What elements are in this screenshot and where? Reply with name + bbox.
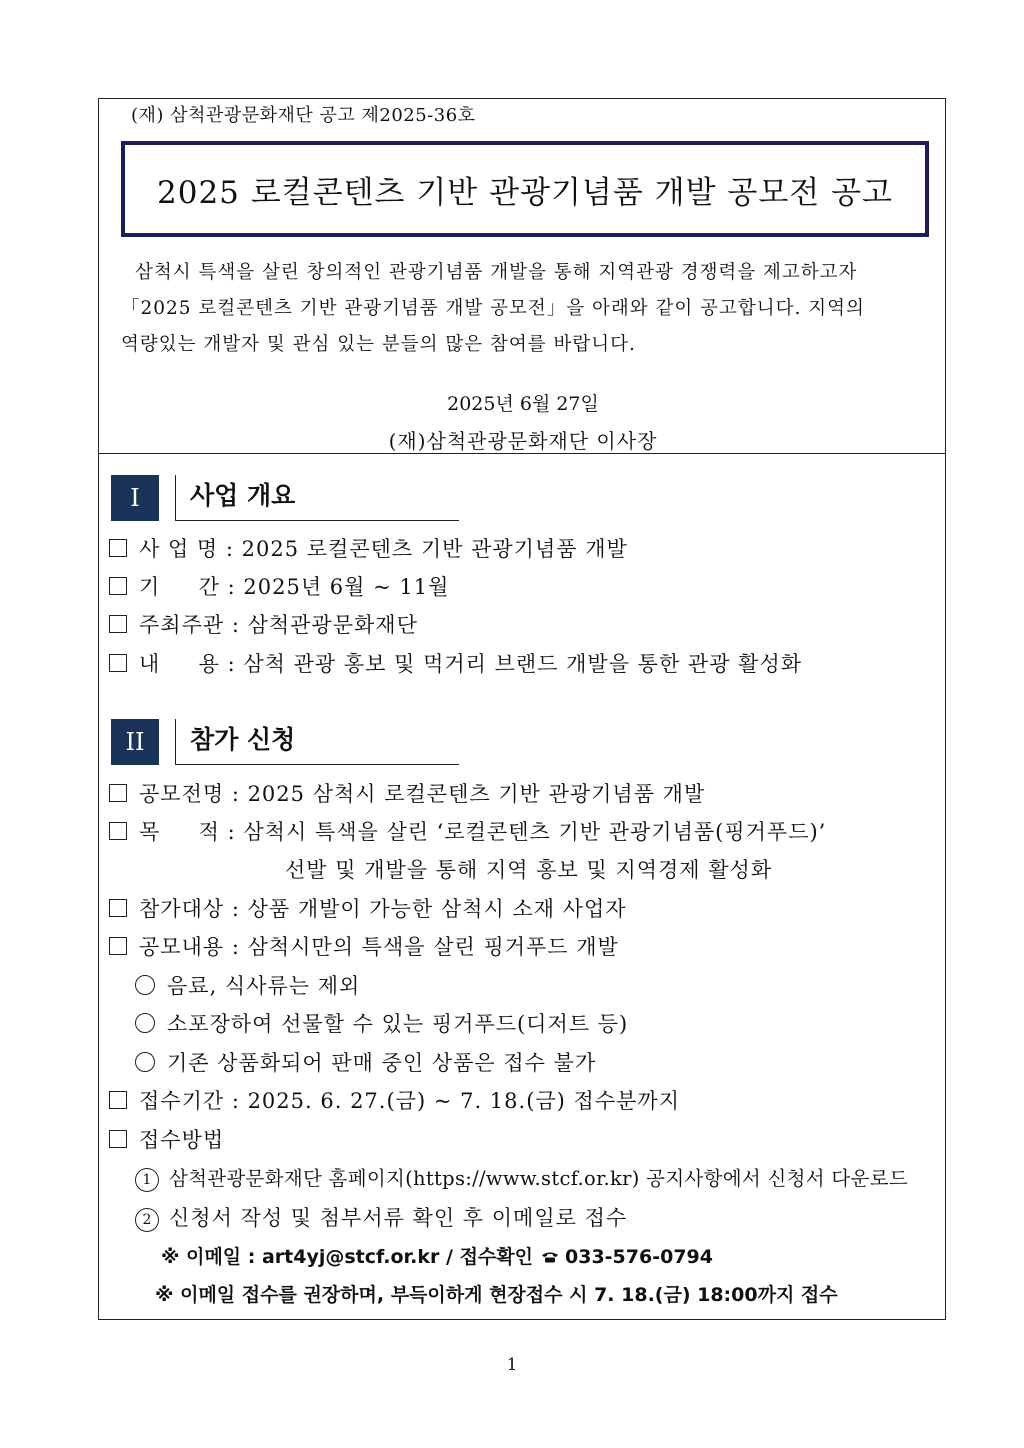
section-1-number: I <box>111 475 159 521</box>
list-item <box>109 609 418 639</box>
circle-bullet-icon <box>135 1013 155 1033</box>
intro-line: 「2025 로컬콘텐츠 기반 관광기념품 개발 공모전」을 아래와 같이 공고합니다. 지역의 <box>121 298 865 319</box>
intro-line: 역량있는 개발자 및 관심 있는 분들의 많은 참여를 바랍니다. <box>121 334 636 355</box>
sub-item <box>135 1047 596 1077</box>
item-text: 접수기간 : 2025. 6. 27.(금) ~ 7. 18.(금) 접수분까지 <box>139 1089 680 1113</box>
item-text: 공모내용 : 삼척시만의 특색을 살린 핑거푸드 개발 <box>139 935 619 959</box>
checkbox-square-icon <box>109 899 127 917</box>
list-item <box>109 648 802 678</box>
list-item <box>109 571 449 601</box>
circled-number-icon: 1 <box>135 1168 159 1192</box>
checkbox-square-icon <box>109 822 127 840</box>
checkbox-square-icon <box>109 539 127 557</box>
list-item <box>109 893 627 923</box>
sub-item <box>135 970 360 1000</box>
section-2-number: II <box>111 719 159 765</box>
item-text: 공모전명 : 2025 삼척시 로컬콘텐츠 기반 관광기념품 개발 <box>139 782 706 806</box>
issuing-organization: (재)삼척관광문화재단 이사장 <box>388 429 658 453</box>
method-step <box>135 1202 627 1232</box>
list-item <box>109 778 705 808</box>
checkbox-square-icon <box>109 615 127 633</box>
list-item-continuation: 선발 및 개발을 통해 지역 홍보 및 지역경제 활성화 <box>285 858 773 882</box>
checkbox-square-icon <box>109 1091 127 1109</box>
header-divider <box>99 453 945 454</box>
list-item <box>109 816 826 846</box>
item-text: 내 용 : 삼척 관광 홍보 및 먹거리 브랜드 개발을 통한 관광 활성화 <box>139 652 803 676</box>
visit-note: ※ 이메일 접수를 권장하며, 부득이하게 현장접수 시 7. 18.(금) 18:00까지 접수 <box>155 1284 838 1306</box>
checkbox-square-icon <box>109 1130 127 1148</box>
notice-frame <box>98 98 946 1320</box>
notice-number: (재) 삼척관광문화재단 공고 제2025-36호 <box>131 105 476 126</box>
list-item <box>109 533 628 563</box>
page-number: 1 <box>506 1355 518 1375</box>
section-2-title: 참가 신청 <box>175 719 459 765</box>
checkbox-square-icon <box>109 577 127 595</box>
phone-number: 033-576-0794 <box>565 1246 713 1268</box>
method-step <box>135 1163 908 1192</box>
sub-item-text: 소포장하여 선물할 수 있는 핑거푸드(디저트 등) <box>167 1012 629 1036</box>
checkbox-square-icon <box>109 937 127 955</box>
email-note <box>161 1242 713 1269</box>
sub-item-text: 기존 상품화되어 판매 중인 상품은 접수 불가 <box>167 1051 597 1075</box>
list-item <box>109 1085 680 1115</box>
title-box <box>121 141 929 237</box>
item-text: 기 간 : 2025년 6월 ~ 11월 <box>139 575 450 599</box>
step-text: 신청서 작성 및 첨부서류 확인 후 이메일로 접수 <box>169 1206 628 1230</box>
item-text: 사 업 명 : 2025 로컬콘텐츠 기반 관광기념품 개발 <box>139 537 628 561</box>
section-1-title: 사업 개요 <box>175 475 459 521</box>
checkbox-square-icon <box>109 654 127 672</box>
phone-icon <box>541 1251 559 1263</box>
list-item <box>109 931 619 961</box>
email-note-text: ※ 이메일 : art4yj@stcf.or.kr / 접수확인 <box>161 1246 533 1268</box>
notice-title: 2025 로컬콘텐츠 기반 관광기념품 개발 공모전 공고 <box>157 174 893 211</box>
notice-date: 2025년 6월 27일 <box>447 393 599 415</box>
circle-bullet-icon <box>135 1052 155 1072</box>
sub-item-text: 음료, 식사류는 제외 <box>167 974 361 998</box>
circle-bullet-icon <box>135 975 155 995</box>
sub-item <box>135 1008 628 1038</box>
step-text: 삼척관광문화재단 홈페이지(https://www.stcf.or.kr) 공지사항에서 신청서 다운로드 <box>169 1167 908 1190</box>
item-text: 참가대상 : 상품 개발이 가능한 삼척시 소재 사업자 <box>139 897 627 921</box>
item-text: 주최주관 : 삼척관광문화재단 <box>139 613 418 637</box>
item-text: 접수방법 <box>139 1128 225 1152</box>
list-item <box>109 1124 224 1154</box>
intro-line: 삼척시 특색을 살린 창의적인 관광기념품 개발을 통해 지역관광 경쟁력을 제고하고자 <box>135 262 858 283</box>
circled-number-icon: 2 <box>135 1208 159 1232</box>
intro-paragraph <box>121 255 947 363</box>
checkbox-square-icon <box>109 784 127 802</box>
item-text: 목 적 : 삼척시 특색을 살린 ‘로컬콘텐츠 기반 관광기념품(핑거푸드)’ <box>139 820 827 844</box>
